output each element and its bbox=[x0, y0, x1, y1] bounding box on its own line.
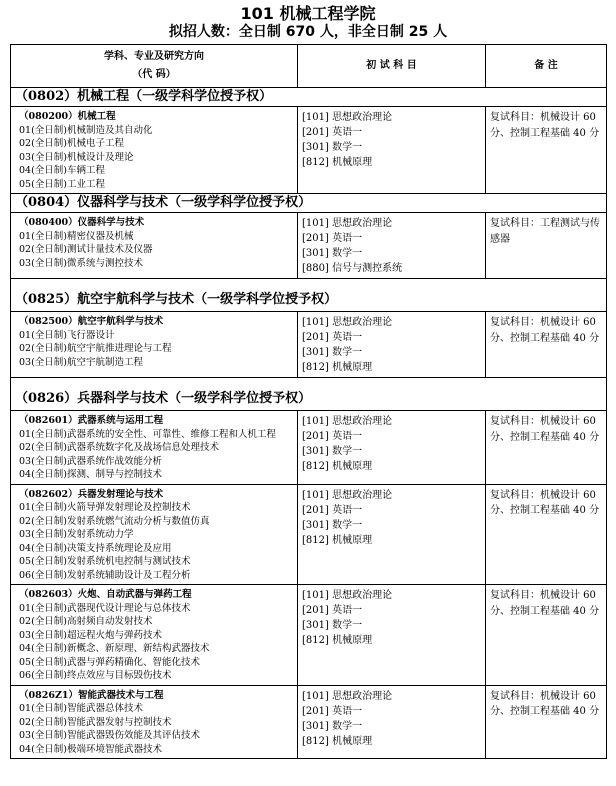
notes-cell: 复试科目：机械设计 60 分、控制工程基础 40 分 bbox=[486, 107, 607, 194]
research-direction: 03(全日制)机械设计及理论 bbox=[19, 151, 134, 163]
notes-cell: 复试科目：工程测试与传感器 bbox=[486, 213, 607, 279]
program-directions-cell bbox=[11, 685, 298, 759]
exam-subject: [201] 英语一 bbox=[302, 605, 363, 616]
exam-subject: [101] 思想政治理论 bbox=[302, 590, 393, 601]
research-direction: 06(全日制)终点效应与目标毁伤技术 bbox=[19, 670, 172, 681]
header-discipline-line1: 学科、专业及研究方向 bbox=[104, 51, 204, 62]
exam-subjects-cell bbox=[298, 585, 486, 686]
exam-subject: [812] 机械原理 bbox=[302, 534, 373, 546]
research-direction: 02(全日制)航空宇航推进理论与工程 bbox=[19, 343, 172, 354]
program-row bbox=[11, 213, 607, 279]
table-header-row bbox=[11, 45, 607, 88]
research-direction: 04(全日制)新概念、新原理、新结构武器技术 bbox=[19, 643, 210, 654]
exam-subjects-cell bbox=[298, 107, 486, 194]
program-directions-cell bbox=[11, 213, 298, 279]
exam-subject: [301] 数学一 bbox=[302, 446, 363, 457]
discipline-row bbox=[11, 194, 607, 213]
exam-subject: [301] 数学一 bbox=[302, 519, 363, 531]
program-code-name: （0826Z1）智能武器技术与工程 bbox=[19, 689, 164, 701]
research-direction: 02(全日制)高射频自动发射技术 bbox=[19, 616, 153, 627]
research-direction: 04(全日制)探测、制导与控制技术 bbox=[19, 469, 163, 480]
program-directions-cell bbox=[11, 107, 298, 194]
program-row bbox=[11, 484, 607, 585]
program-code-name: （082602）兵器发射理论与技术 bbox=[19, 488, 164, 500]
program-code-name: （082500）航空宇航科学与技术 bbox=[19, 316, 164, 327]
research-direction: 01(全日制)精密仪器及机械 bbox=[19, 230, 134, 242]
header-discipline bbox=[11, 45, 298, 88]
exam-subject: [812] 机械原理 bbox=[302, 157, 373, 168]
program-row bbox=[11, 107, 607, 194]
exam-subjects-cell bbox=[298, 685, 486, 759]
exam-subjects-cell bbox=[298, 484, 486, 585]
discipline-row bbox=[11, 88, 607, 107]
exam-subject: [201] 英语一 bbox=[302, 332, 363, 343]
research-direction: 03(全日制)发射系统动力学 bbox=[19, 529, 134, 540]
program-code-name: （082601）武器系统与运用工程 bbox=[19, 415, 164, 426]
research-direction: 04(全日制)极端环境智能武器技术 bbox=[19, 743, 163, 755]
exam-subjects-cell bbox=[298, 411, 486, 485]
header-exam-subjects: 初 试 科 目 bbox=[298, 45, 486, 88]
research-direction: 02(全日制)发射系统燃气流动分析与数值仿真 bbox=[19, 515, 210, 527]
discipline-title: （0826）兵器科学与技术（一级学科学位授予权） bbox=[11, 378, 607, 411]
research-direction: 01(全日制)火箭导弹发射理论及控制技术 bbox=[19, 502, 191, 513]
page-title: 101 机械工程学院 bbox=[240, 4, 376, 23]
research-direction: 03(全日制)智能武器毁伤效能及其评估技术 bbox=[19, 730, 201, 741]
exam-subjects-cell bbox=[298, 213, 486, 279]
notes-cell: 复试科目：机械设计 60 分、控制工程基础 40 分 bbox=[486, 585, 607, 686]
exam-subject: [101] 思想政治理论 bbox=[302, 690, 393, 702]
program-table bbox=[10, 44, 607, 759]
exam-subject: [812] 机械原理 bbox=[302, 362, 373, 373]
research-direction: 02(全日制)武器系统数字化及战场信息处理技术 bbox=[19, 442, 220, 453]
research-direction: 03(全日制)武器系统作战效能分析 bbox=[19, 455, 163, 467]
exam-subject: [880] 信号与测控系统 bbox=[302, 263, 403, 274]
exam-subject: [301] 数学一 bbox=[302, 620, 363, 631]
research-direction: 03(全日制)超远程火炮与弹药技术 bbox=[19, 629, 163, 641]
program-code-name: （080400）仪器科学与技术 bbox=[19, 217, 145, 228]
header-discipline-line2: （代 码） bbox=[132, 69, 176, 80]
discipline-title: （0804）仪器科学与技术（一级学科学位授予权） bbox=[11, 194, 607, 213]
exam-subject: [101] 思想政治理论 bbox=[302, 317, 393, 328]
research-direction: 01(全日制)智能武器总体技术 bbox=[19, 703, 144, 714]
research-direction: 01(全日制)武器现代设计理论与总体技术 bbox=[19, 602, 191, 614]
discipline-title: （0802）机械工程（一级学科学位授予权） bbox=[11, 88, 607, 107]
program-row bbox=[11, 411, 607, 485]
exam-subject: [812] 机械原理 bbox=[302, 735, 373, 747]
exam-subject: [812] 机械原理 bbox=[302, 461, 373, 472]
exam-subject: [301] 数学一 bbox=[302, 347, 363, 358]
notes-cell: 复试科目：机械设计 60 分、控制工程基础 40 分 bbox=[486, 312, 607, 378]
research-direction: 02(全日制)智能武器发射与控制技术 bbox=[19, 716, 172, 728]
exam-subject: [201] 英语一 bbox=[302, 504, 363, 516]
research-direction: 03(全日制)微系统与测控技术 bbox=[19, 257, 144, 269]
notes-cell: 复试科目：机械设计 60 分、控制工程基础 40 分 bbox=[486, 411, 607, 485]
enrollment-summary: 拟招人数：全日制 670 人，非全日制 25 人 bbox=[168, 24, 448, 40]
research-direction: 02(全日制)测试计量技术及仪器 bbox=[19, 244, 153, 255]
research-direction: 02(全日制)机械电子工程 bbox=[19, 138, 125, 149]
discipline-title: （0825）航空宇航科学与技术（一级学科学位授予权） bbox=[11, 279, 607, 312]
exam-subject: [201] 英语一 bbox=[302, 431, 363, 442]
header-notes: 备 注 bbox=[486, 45, 607, 88]
program-code-name: （082603）火炮、自动武器与弹药工程 bbox=[19, 589, 192, 600]
program-code-name: （080200）机械工程 bbox=[19, 111, 116, 122]
notes-cell: 复试科目：机械设计 60 分、控制工程基础 40 分 bbox=[486, 685, 607, 759]
discipline-row bbox=[11, 378, 607, 411]
research-direction: 04(全日制)车辆工程 bbox=[19, 165, 106, 176]
research-direction: 05(全日制)武器与弹药精确化、智能化技术 bbox=[19, 656, 201, 668]
program-directions-cell bbox=[11, 484, 298, 585]
research-direction: 01(全日制)飞行器设计 bbox=[19, 329, 115, 341]
exam-subject: [101] 思想政治理论 bbox=[302, 489, 393, 501]
exam-subject: [301] 数学一 bbox=[302, 142, 363, 153]
research-direction: 04(全日制)决策支持系统理论及应用 bbox=[19, 542, 172, 554]
program-directions-cell bbox=[11, 312, 298, 378]
program-row bbox=[11, 585, 607, 686]
program-directions-cell bbox=[11, 585, 298, 686]
program-row bbox=[11, 312, 607, 378]
program-directions-cell bbox=[11, 411, 298, 485]
notes-cell: 复试科目：机械设计 60 分、控制工程基础 40 分 bbox=[486, 484, 607, 585]
exam-subject: [101] 思想政治理论 bbox=[302, 416, 393, 427]
program-row bbox=[11, 685, 607, 759]
research-direction: 05(全日制)工业工程 bbox=[19, 178, 106, 190]
discipline-row bbox=[11, 279, 607, 312]
exam-subject: [201] 英语一 bbox=[302, 127, 363, 138]
research-direction: 01(全日制)武器系统的安全性、可靠性、维修工程和人机工程 bbox=[19, 428, 277, 440]
research-direction: 03(全日制)航空宇航制造工程 bbox=[19, 356, 144, 368]
exam-subject: [301] 数学一 bbox=[302, 248, 363, 259]
exam-subject: [101] 思想政治理论 bbox=[302, 218, 393, 229]
exam-subject: [101] 思想政治理论 bbox=[302, 112, 393, 123]
exam-subject: [812] 机械原理 bbox=[302, 635, 373, 646]
exam-subject: [201] 英语一 bbox=[302, 705, 363, 717]
exam-subject: [201] 英语一 bbox=[302, 233, 363, 244]
exam-subject: [301] 数学一 bbox=[302, 720, 363, 732]
research-direction: 05(全日制)发射系统机电控制与测试技术 bbox=[19, 556, 191, 567]
research-direction: 06(全日制)发射系统辅助设计及工程分析 bbox=[19, 569, 191, 581]
research-direction: 01(全日制)机械制造及其自动化 bbox=[19, 124, 153, 136]
exam-subjects-cell bbox=[298, 312, 486, 378]
